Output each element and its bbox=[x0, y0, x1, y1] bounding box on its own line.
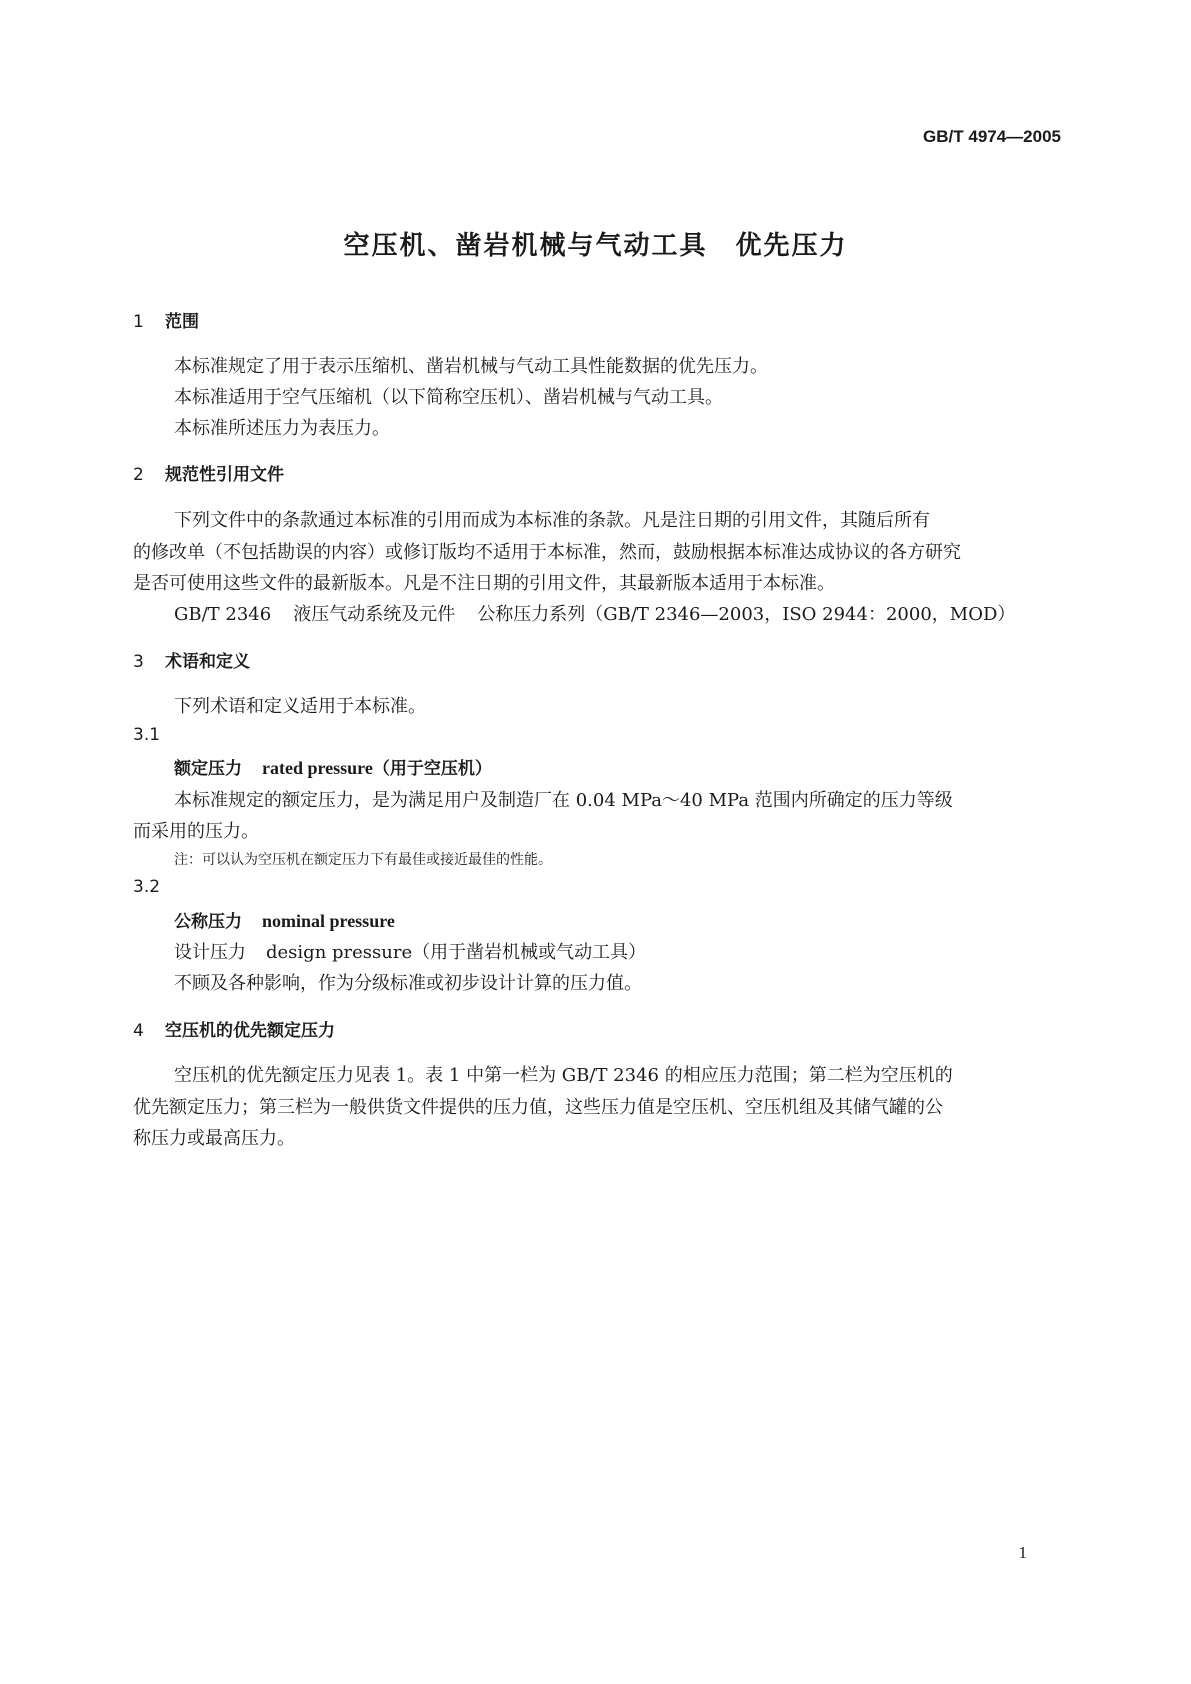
term-entry bbox=[174, 754, 492, 779]
section-1-paragraph: 本标准适用于空气压缩机（以下简称空压机）、凿岩机械与气动工具。 bbox=[174, 387, 723, 408]
term-note: 注：可以认为空压机在额定压力下有最佳或接近最佳的性能。 bbox=[174, 852, 552, 868]
section-title: 范围 bbox=[165, 312, 199, 332]
synonym-english: design pressure（用于凿岩机械或气动工具） bbox=[266, 942, 647, 963]
section-1-heading bbox=[133, 307, 199, 332]
term-chinese: 额定压力 bbox=[174, 759, 242, 779]
section-2-paragraph-line: 下列文件中的条款通过本标准的引用而成为本标准的条款。凡是注日期的引用文件，其随后所有 bbox=[174, 510, 930, 531]
reference-code: GB/T 2346 bbox=[174, 604, 272, 625]
section-3-intro: 下列术语和定义适用于本标准。 bbox=[174, 696, 426, 717]
section-2-paragraph-line: 的修改单（不包括勘误的内容）或修订版均不适用于本标准，然而，鼓励根据本标准达成协议的各方研究 bbox=[133, 542, 961, 563]
standard-number: GB/T 4974—2005 bbox=[923, 127, 1061, 146]
section-1-paragraph: 本标准规定了用于表示压缩机、凿岩机械与气动工具性能数据的优先压力。 bbox=[174, 356, 768, 377]
clause-number: 3.1 bbox=[133, 725, 161, 745]
section-title: 空压机的优先额定压力 bbox=[165, 1021, 335, 1041]
section-4-heading bbox=[133, 1016, 335, 1041]
term-definition-line: 本标准规定的额定压力，是为满足用户及制造厂在 0.04 MPa～40 MPa 范围内所确定的压力等级 bbox=[174, 790, 953, 811]
synonym-chinese: 设计压力 bbox=[174, 942, 246, 963]
section-4-paragraph-line: 称压力或最高压力。 bbox=[133, 1128, 295, 1149]
term-synonym bbox=[174, 938, 646, 964]
section-2-heading bbox=[133, 460, 284, 485]
term-english: nominal pressure bbox=[262, 911, 395, 931]
section-2-paragraph-line: 是否可使用这些文件的最新版本。凡是不注日期的引用文件，其最新版本适用于本标准。 bbox=[133, 573, 835, 594]
section-4-paragraph-line: 优先额定压力；第三栏为一般供货文件提供的压力值，这些压力值是空压机、空压机组及其储气罐的公 bbox=[133, 1097, 943, 1118]
term-entry bbox=[174, 907, 395, 932]
section-title: 规范性引用文件 bbox=[165, 465, 284, 485]
page-number: 1 bbox=[1018, 1543, 1027, 1562]
section-title: 术语和定义 bbox=[165, 652, 250, 672]
normative-reference bbox=[174, 600, 1015, 626]
section-number: 3 bbox=[133, 652, 144, 672]
term-definition: 不顾及各种影响，作为分级标准或初步设计计算的压力值。 bbox=[174, 973, 642, 994]
title-main: 空压机、凿岩机械与气动工具 bbox=[343, 231, 708, 261]
reference-title-a: 液压气动系统及元件 bbox=[293, 604, 456, 625]
title-sub: 优先压力 bbox=[735, 231, 848, 261]
section-number: 4 bbox=[133, 1021, 144, 1041]
section-1-paragraph: 本标准所述压力为表压力。 bbox=[174, 418, 390, 439]
term-scope: （用于空压机） bbox=[372, 759, 492, 779]
section-number: 2 bbox=[133, 465, 144, 485]
reference-title-b: 公称压力系列（GB/T 2346—2003，ISO 2944：2000，MOD） bbox=[477, 604, 1016, 625]
section-3-heading bbox=[133, 647, 250, 672]
clause-number: 3.2 bbox=[133, 877, 161, 897]
term-definition-line: 而采用的压力。 bbox=[133, 821, 259, 842]
document-title bbox=[0, 225, 1191, 262]
section-number: 1 bbox=[133, 312, 144, 332]
section-4-paragraph-line: 空压机的优先额定压力见表 1。表 1 中第一栏为 GB/T 2346 的相应压力范围；第二栏为空压机的 bbox=[174, 1065, 953, 1086]
term-english: rated pressure bbox=[262, 758, 373, 778]
term-chinese: 公称压力 bbox=[174, 912, 242, 932]
